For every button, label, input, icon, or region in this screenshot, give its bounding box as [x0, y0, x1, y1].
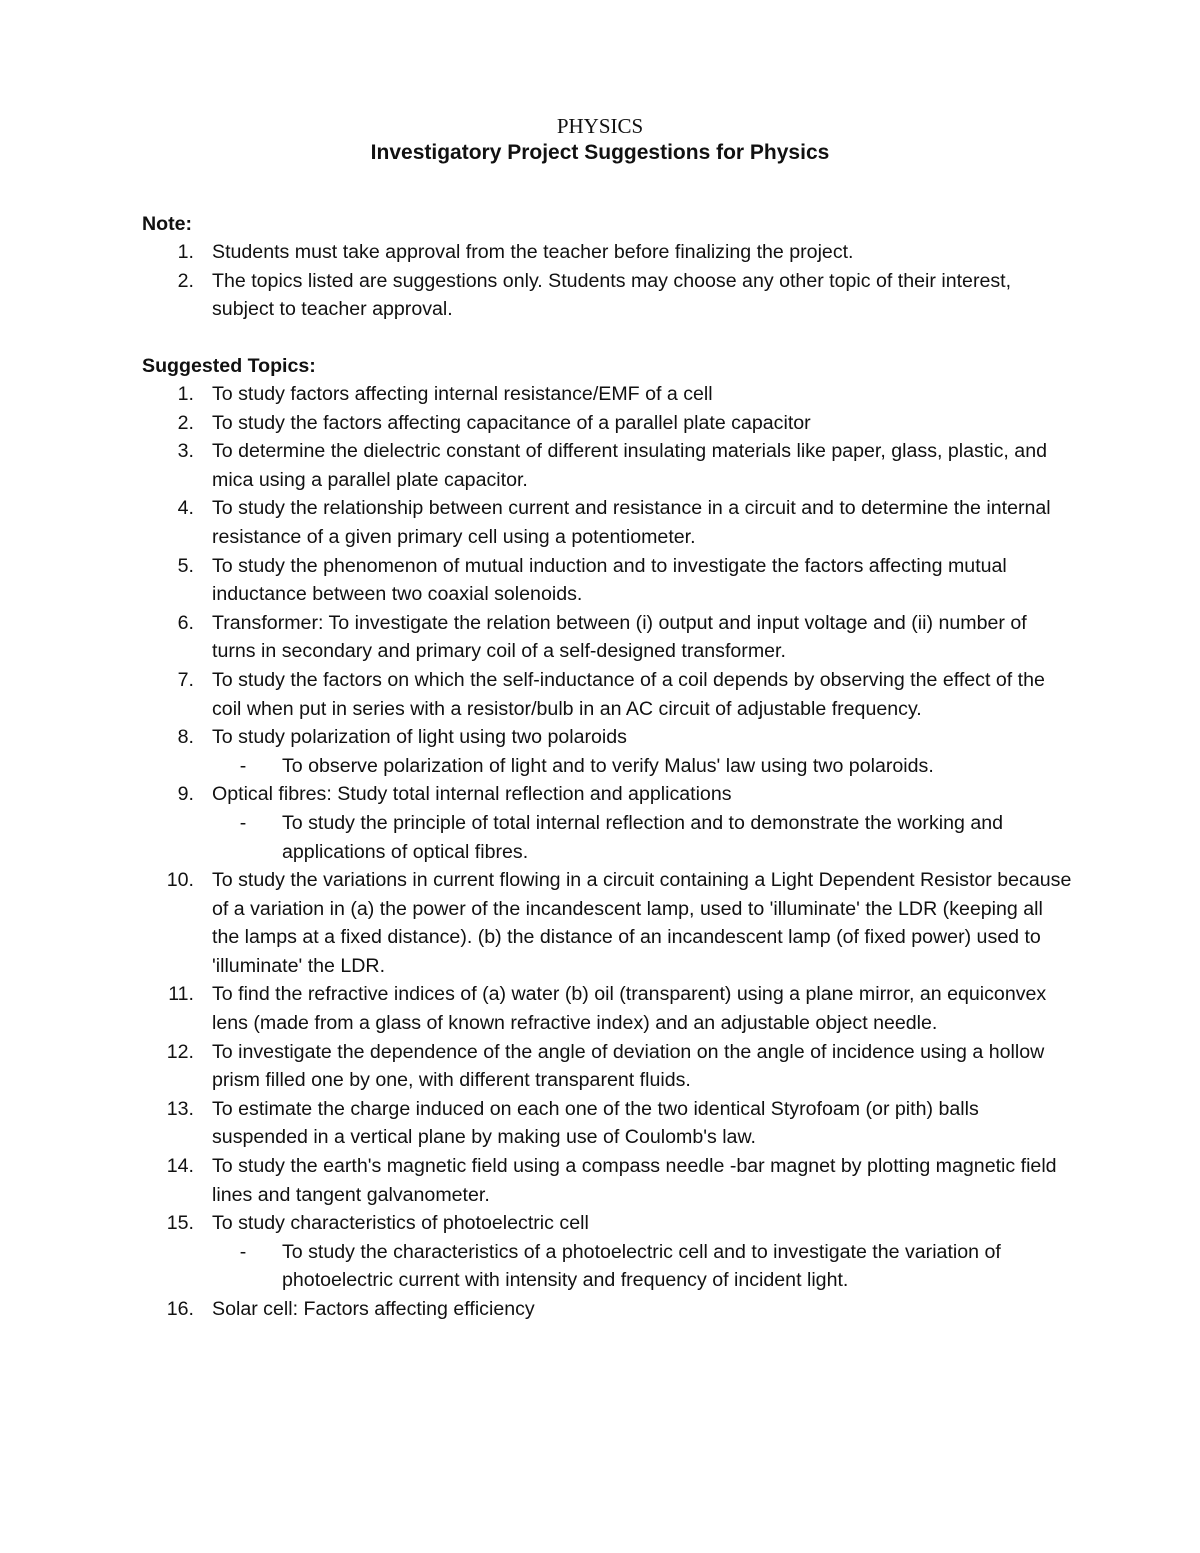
list-item-text: To study factors affecting internal resistance/EMF of a cell — [212, 383, 713, 405]
topic-item — [142, 866, 1072, 980]
note-item — [142, 267, 1072, 324]
topic-item — [142, 780, 1072, 809]
sub-list-item — [142, 1238, 1072, 1295]
topic-item — [142, 723, 1072, 752]
list-item-number: 3. — [177, 440, 194, 463]
list-item-number: 9. — [177, 783, 194, 806]
list-item-number: 10. — [166, 869, 194, 892]
list-item-number: 15. — [166, 1212, 194, 1235]
topic-item — [142, 609, 1072, 666]
list-item-text: To find the refractive indices of (a) water (b) oil (transparent) using a plane mirror, an equiconvex lens (made from a glass of known refractive index) and an adjustable object needle. — [212, 983, 1047, 1035]
list-item-text: To study characteristics of photoelectric cell — [212, 1212, 589, 1235]
page-title: Investigatory Project Suggestions for Physics — [370, 141, 830, 164]
topic-item — [142, 1038, 1072, 1095]
topic-item — [142, 1095, 1072, 1152]
list-item-number: 12. — [166, 1040, 194, 1063]
note-list — [142, 238, 1072, 324]
list-item-text: To study the phenomenon of mutual induction and to investigate the factors affecting mutual inductance between two coaxial solenoids. — [212, 554, 1007, 606]
subject-title: PHYSICS — [556, 114, 644, 138]
list-item-number: 8. — [177, 726, 194, 749]
topics-heading: Suggested Topics: — [142, 355, 316, 377]
sub-list-item — [142, 752, 1072, 781]
topic-item — [142, 1295, 1072, 1324]
dash-marker: - — [239, 754, 247, 777]
list-item-text: To study polarization of light using two polaroids — [212, 726, 627, 749]
list-item-number: 11. — [168, 983, 194, 1006]
list-item-number: 2. — [177, 269, 194, 292]
list-item-number: 6. — [177, 611, 194, 634]
sub-list-item-text: To study the principle of total internal reflection and to demonstrate the working and applications of optical fibres. — [282, 811, 1004, 863]
list-item-text: Optical fibres: Study total internal reflection and applications — [212, 783, 732, 806]
list-item-number: 1. — [177, 241, 194, 263]
topics-list — [142, 380, 1072, 1324]
list-item-text: The topics listed are suggestions only. Students may choose any other topic of their interest, subject to teacher approval. — [212, 269, 1012, 321]
list-item-text: To estimate the charge induced on each one of the two identical Styrofoam (or pith) balls suspended in a vertical plane by making use of Coulomb's law. — [212, 1097, 979, 1149]
list-item-text: To study the factors on which the self-inductance of a coil depends by observing the effect of the coil when put in series with a resistor/bulb in an AC circuit of adjustable frequency. — [212, 668, 1045, 720]
list-item-number: 5. — [177, 554, 194, 577]
topic-item — [142, 666, 1072, 723]
list-item-text: To study the factors affecting capacitance of a parallel plate capacitor — [212, 411, 811, 434]
list-item-number: 14. — [166, 1155, 194, 1178]
topic-item — [142, 437, 1072, 494]
note-item — [142, 238, 1072, 267]
note-heading: Note: — [142, 213, 193, 235]
sub-list-item-text: To study the characteristics of a photoelectric cell and to investigate the variation of photoelectric current with intensity and frequency of incident light. — [282, 1240, 1001, 1292]
list-item-number: 4. — [177, 497, 194, 520]
list-item-number: 13. — [166, 1097, 194, 1120]
topic-item — [142, 552, 1072, 609]
list-item-text: To study the relationship between current and resistance in a circuit and to determine the internal resistance of a given primary cell using a potentiometer. — [212, 497, 1051, 548]
topic-item — [142, 1152, 1072, 1209]
list-item-number: 16. — [166, 1298, 194, 1320]
list-item-text: To investigate the dependence of the angle of deviation on the angle of incidence using a hollow prism filled one by one, with different transparent fluids. — [212, 1040, 1045, 1092]
dash-marker: - — [239, 1240, 247, 1263]
topic-item — [142, 1209, 1072, 1238]
topic-item — [142, 494, 1072, 551]
list-item-text: Solar cell: Factors affecting efficiency — [212, 1298, 535, 1320]
list-item-text: To study the earth's magnetic field using a compass needle -bar magnet by plotting magnetic field lines and tangent galvanometer. — [212, 1155, 1057, 1206]
list-item-text: To study the variations in current flowing in a circuit containing a Light Dependent Resistor because of a variation in (a) the power of the incandescent lamp, used to 'illuminate' the LDR (keeping all the lamps at a fixed distance). (b) the distance of an incandescent lamp (of fixed power) used to 'illuminate' the LDR. — [212, 869, 1072, 977]
list-item-text: Transformer: To investigate the relation between (i) output and input voltage and (ii) number of turns in secondary and primary coil of a self-designed transformer. — [212, 611, 1027, 663]
sub-list-item — [142, 809, 1072, 866]
topic-item — [142, 409, 1072, 438]
sub-list-item-text: To observe polarization of light and to verify Malus' law using two polaroids. — [282, 754, 934, 777]
dash-marker: - — [239, 811, 247, 834]
list-item-number: 2. — [177, 411, 194, 434]
topic-item — [142, 980, 1072, 1037]
list-item-text: Students must take approval from the teacher before finalizing the project. — [212, 241, 854, 263]
topic-item — [142, 380, 1072, 409]
list-item-number: 1. — [177, 383, 194, 405]
list-item-text: To determine the dielectric constant of different insulating materials like paper, glass, plastic, and mica using a parallel plate capacitor. — [212, 440, 1048, 491]
list-item-number: 7. — [177, 668, 194, 691]
